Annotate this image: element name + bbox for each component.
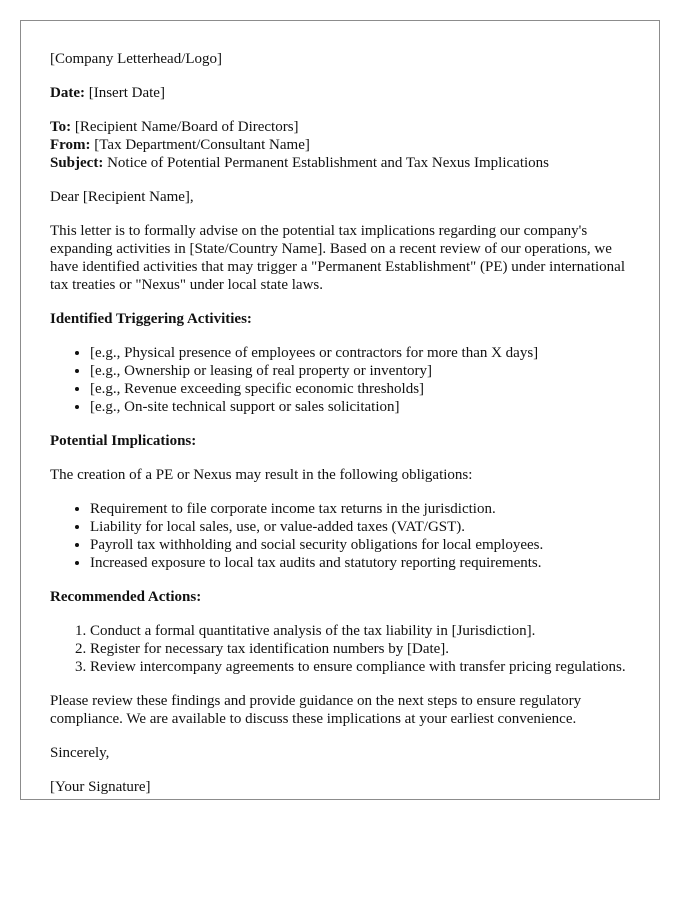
from-line — [50, 136, 640, 154]
date-value: [Insert Date] — [84, 85, 165, 101]
subject-line — [50, 154, 640, 172]
salutation: Dear [Recipient Name], — [50, 189, 194, 205]
from-value: [Tax Department/Consultant Name] — [90, 137, 310, 153]
subject-value: Notice of Potential Permanent Establishment and Tax Nexus Implications — [103, 155, 549, 171]
list-item: • [e.g., On-site technical support or sales solicitation] — [90, 398, 640, 416]
list-item: 1. Conduct a formal quantitative analysis of the tax liability in [Jurisdiction]. — [90, 622, 640, 640]
intro-paragraph: This letter is to formally advise on the potential tax implications regarding our company's expanding activities in [State/Country Name]. Based on a recent review of our operations, we have identified activities that may trigger a "Permanent Establishment" (PE) under international tax treaties or "Nexus" under local state laws. — [50, 223, 625, 293]
implications-intro: The creation of a PE or Nexus may result in the following obligations: — [50, 467, 473, 483]
actions-heading — [50, 588, 640, 606]
date-line — [50, 84, 640, 102]
list-item: • Payroll tax withholding and social security obligations for local employees. — [90, 536, 640, 554]
to-line — [50, 118, 640, 136]
implications-heading — [50, 432, 640, 450]
list-item: • [e.g., Revenue exceeding specific economic thresholds] — [90, 380, 640, 398]
letter-content — [50, 50, 640, 800]
actions-list — [50, 622, 640, 676]
closing-paragraph: Please review these findings and provide guidance on the next steps to ensure regulatory compliance. We are available to discuss these implications at your earliest convenience. — [50, 693, 582, 727]
implications-list — [50, 500, 640, 572]
date-label: Date: — [50, 85, 85, 101]
actions-heading-text: Recommended Actions: — [50, 589, 202, 605]
triggering-list — [50, 344, 640, 416]
letterhead: [Company Letterhead/Logo] — [50, 51, 223, 67]
list-item: • Requirement to file corporate income tax returns in the jurisdiction. — [90, 500, 640, 518]
triggering-heading-text: Identified Triggering Activities: — [50, 311, 252, 327]
subject-label: Subject: — [50, 155, 104, 171]
from-label: From: — [50, 137, 91, 153]
to-label: To: — [50, 119, 72, 135]
signature: [Your Signature] — [50, 779, 151, 795]
to-value: [Recipient Name/Board of Directors] — [71, 119, 299, 135]
letter-page — [20, 20, 660, 800]
sign-off: Sincerely, — [50, 745, 110, 761]
header-block — [50, 118, 640, 172]
list-item: • Increased exposure to local tax audits and statutory reporting requirements. — [90, 554, 640, 572]
list-item: • Liability for local sales, use, or value-added taxes (VAT/GST). — [90, 518, 640, 536]
list-item: • [e.g., Ownership or leasing of real property or inventory] — [90, 362, 640, 380]
triggering-heading — [50, 310, 640, 328]
list-item: 2. Register for necessary tax identification numbers by [Date]. — [90, 640, 640, 658]
implications-heading-text: Potential Implications: — [50, 433, 197, 449]
list-item: • [e.g., Physical presence of employees or contractors for more than X days] — [90, 344, 640, 362]
list-item: 3. Review intercompany agreements to ensure compliance with transfer pricing regulations. — [90, 658, 640, 676]
